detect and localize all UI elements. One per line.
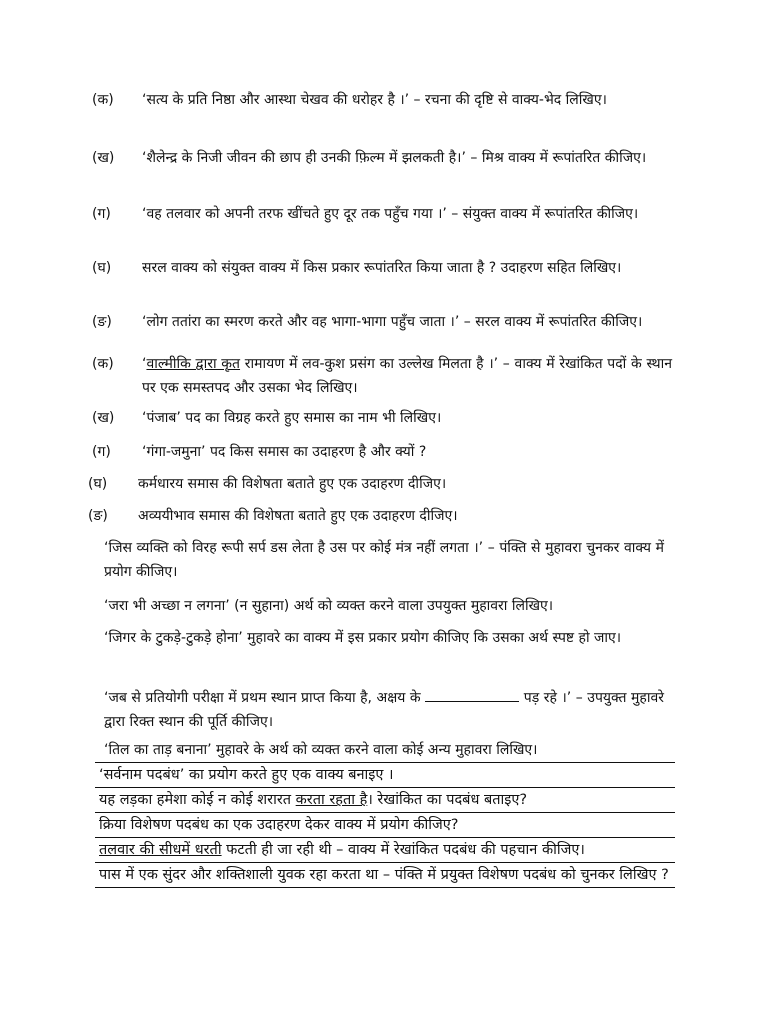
question-b1 — [92, 352, 672, 400]
question-b5 — [88, 504, 668, 528]
question-text: सरल वाक्य को संयुक्त वाक्य में किस प्रकार रूपांतरित किया जाता है ? उदाहरण सहित लिखिए। — [142, 260, 622, 276]
question-text: ‘सत्य के प्रति निष्ठा और आस्था चेखव की धरोहर है ।’ – रचना की दृष्टि से वाक्य-भेद लिखिए। — [142, 92, 607, 108]
table-row: तलवार की सीधमें धरती फटती ही जा रही थी – वाक्य में रेखांकित पदबंध की पहचान कीजिए। — [95, 838, 675, 863]
question-label: (क) — [92, 92, 114, 108]
underlined-phrase: तलवार की सीधमें धरती — [99, 842, 222, 858]
question-text: ‘पंजाब’ पद का विग्रह करते हुए समास का नाम भी लिखिए। — [142, 410, 442, 426]
question-label: (ख) — [92, 150, 115, 166]
idiom-question-1: ‘जिस व्यक्ति को विरह रूपी सर्प डस लेता है उस पर कोई मंत्र नहीं लगता ।’ – पंक्ति से मुहावरा चुनकर वाक्य में प्रयोग कीजिए। — [104, 540, 664, 580]
question-label: (ग) — [92, 444, 111, 460]
question-text: ‘वह तलवार को अपनी तरफ खींचते हुए दूर तक पहुँच गया ।’ – संयुक्त वाक्य में रूपांतरित कीजिए। — [142, 206, 639, 222]
question-label: (घ) — [92, 260, 112, 276]
padbandh-question-table — [95, 762, 675, 888]
question-text: ‘वाल्मीकि द्वारा कृत रामायण में लव-कुश प्रसंग का उल्लेख मिलता है ।’ – वाक्य में रेखांकित पदों के स्थान पर एक समस्तपद और उसका भेद लिखिए। — [142, 356, 673, 396]
question-text: ‘शैलेन्द्र के निजी जीवन की छाप ही उनकी फ़िल्म में झलकती है।’ – मिश्र वाक्य में रूपांतरित कीजिए। — [142, 150, 647, 166]
question-b2 — [92, 406, 672, 430]
question-label: (क) — [92, 356, 114, 372]
question-a2 — [92, 146, 672, 170]
table-row: पास में एक सुंदर और शक्तिशाली युवक रहा करता था – पंक्ति में प्रयुक्त विशेषण पदबंध को चुनकर लिखिए ? — [95, 863, 675, 888]
idiom-question-3: ‘जिगर के टुकड़े-टुकड़े होना’ मुहावरे का वाक्य में इस प्रकार प्रयोग कीजिए कि उसका अर्थ स्पष्ट हो जाए। — [104, 630, 622, 646]
question-label: (ङ) — [92, 314, 112, 330]
question-b3 — [92, 440, 672, 464]
question-text: ‘गंगा-जमुना’ पद किस समास का उदाहरण है और क्यों ? — [142, 444, 427, 460]
question-b4 — [88, 472, 668, 496]
question-label: (ग) — [92, 206, 111, 222]
question-a3 — [92, 202, 672, 226]
question-label: (घ) — [88, 476, 108, 492]
table-row: क्रिया विशेषण पदबंध का एक उदाहरण देकर वाक्य में प्रयोग कीजिए? — [95, 813, 675, 838]
underlined-phrase: करता रहता है — [295, 792, 368, 808]
question-label: (ख) — [92, 410, 115, 426]
question-a4 — [92, 256, 672, 280]
question-text: कर्मधारय समास की विशेषता बताते हुए एक उदाहरण दीजिए। — [138, 476, 447, 492]
idiom-question-2: ‘जरा भी अच्छा न लगना’ (न सुहाना) अर्थ को व्यक्त करने वाला उपयुक्त मुहावरा लिखिए। — [104, 598, 554, 614]
question-a1 — [92, 88, 672, 112]
underlined-phrase: वाल्मीकि द्वारा कृत — [146, 356, 241, 372]
question-label: (ङ) — [88, 508, 108, 524]
question-a5 — [92, 310, 672, 344]
table-row: यह लड़का हमेशा कोई न कोई शरारत करता रहता है। रेखांकित का पदबंध बताइए? — [95, 788, 675, 813]
fill-in-blank — [425, 687, 519, 702]
question-text: ‘लोग ततांरा का स्मरण करते और वह भागा-भागा पहुँच जाता ।’ – सरल वाक्य में रूपांतरित कीजिए। — [142, 314, 643, 330]
idiom-question-5: ‘तिल का ताड़ बनाना’ मुहावरे के अर्थ को व्यक्त करने वाला कोई अन्य मुहावरा लिखिए। — [104, 742, 538, 758]
table-row: ‘सर्वनाम पदबंध’ का प्रयोग करते हुए एक वाक्य बनाइए । — [95, 763, 675, 788]
idiom-question-4: ‘जब से प्रतियोगी परीक्षा में प्रथम स्थान प्राप्त किया है, अक्षय के पड़ रहे ।’ – उपयुक्त मुहावरे द्वारा रिक्त स्थान की पूर्ति कीजिए। — [104, 686, 664, 734]
question-text: अव्ययीभाव समास की विशेषता बताते हुए एक उदाहरण दीजिए। — [138, 508, 458, 524]
